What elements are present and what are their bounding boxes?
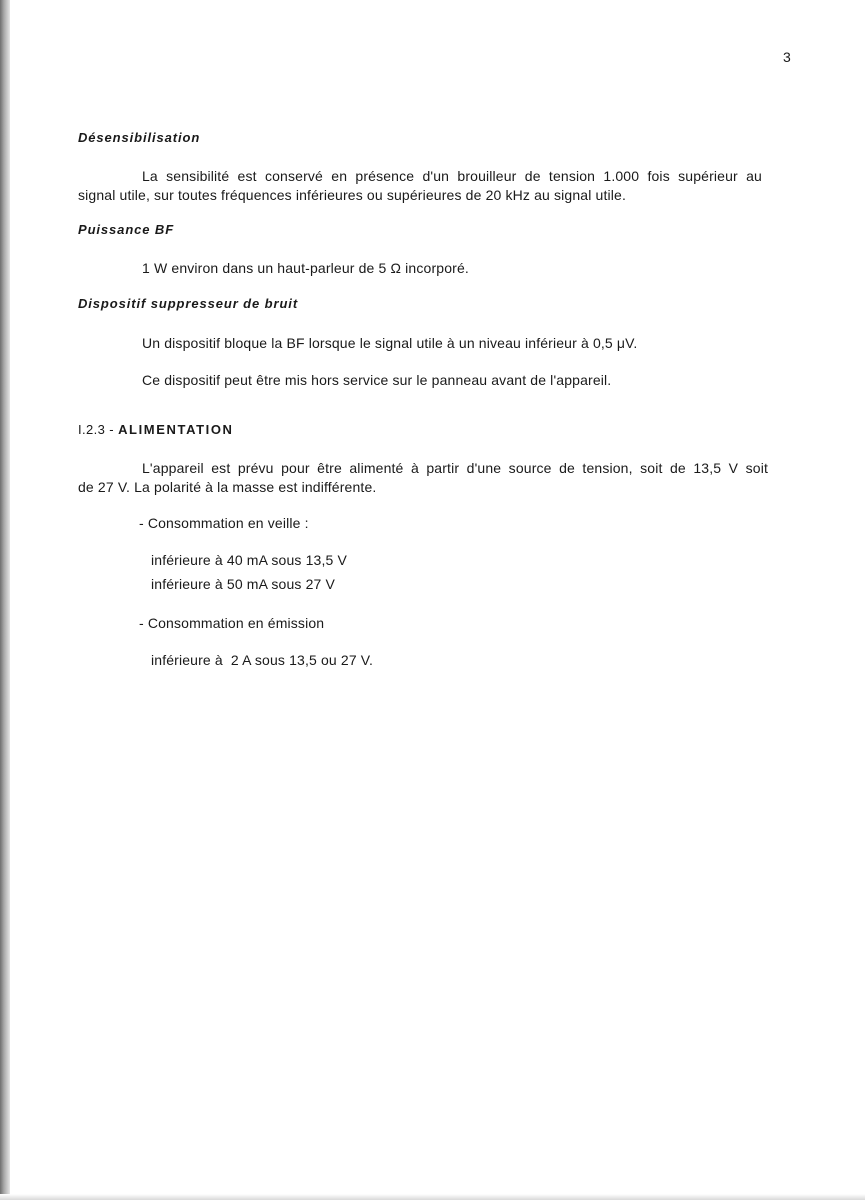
section-heading-alimentation	[78, 420, 234, 440]
veille-label: - Consommation en veille :	[139, 515, 309, 531]
emission-value: inférieure à 2 A sous 13,5 ou 27 V.	[151, 652, 374, 668]
alimentation-line-2: de 27 V. La polarité à la masse est indifférente.	[78, 479, 377, 495]
page-bottom-edge	[0, 1194, 865, 1200]
puissance-bf-line-1: 1 W environ dans un haut-parleur de 5 Ω incorporé.	[142, 260, 469, 276]
desensibilisation-line-2: signal utile, sur toutes fréquences inférieures ou supérieures de 20 kHz au signal utile.	[78, 187, 626, 203]
desensibilisation-line-1: La sensibilité est conservé en présence d'un brouilleur de tension 1.000 fois supérieur au	[142, 168, 762, 184]
veille-value-1: inférieure à 40 mA sous 13,5 V	[151, 552, 347, 568]
heading-puissance-bf: Puissance BF	[78, 222, 175, 237]
alimentation-line-1: L'appareil est prévu pour être alimenté à partir d'une source de tension, soit de 13,5 V soit	[142, 460, 768, 476]
heading-desensibilisation: Désensibilisation	[78, 130, 201, 145]
veille-value-2: inférieure à 50 mA sous 27 V	[151, 576, 335, 592]
page-number: 3	[783, 49, 791, 65]
heading-suppresseur: Dispositif suppresseur de bruit	[78, 296, 299, 311]
section-number: I.2.3 -	[78, 422, 119, 437]
section-title: ALIMENTATION	[118, 422, 234, 437]
emission-label: - Consommation en émission	[139, 615, 325, 631]
suppresseur-line-2: Ce dispositif peut être mis hors service sur le panneau avant de l'appareil.	[142, 372, 612, 388]
page-binding-shadow	[0, 0, 10, 1200]
suppresseur-line-1: Un dispositif bloque la BF lorsque le signal utile à un niveau inférieur à 0,5 μV.	[142, 335, 638, 351]
